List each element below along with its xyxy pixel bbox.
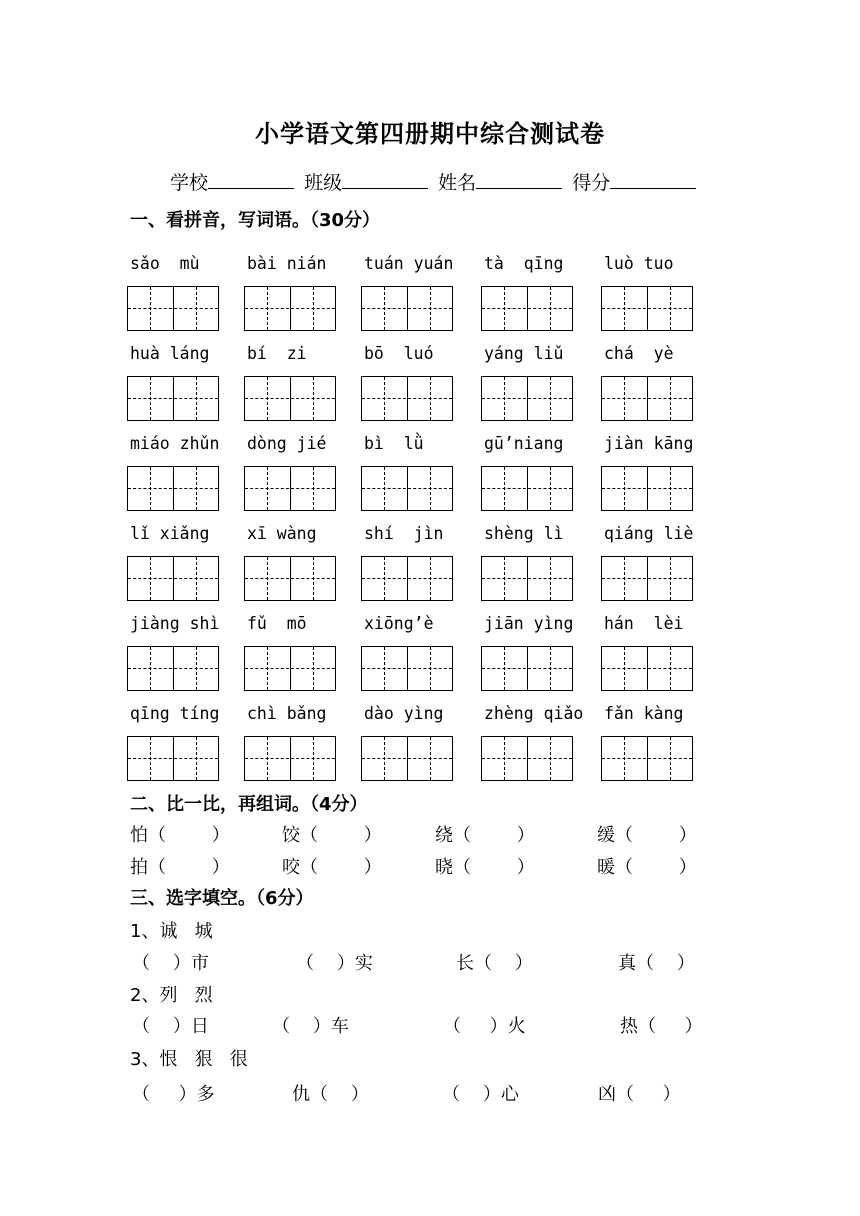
grid-guide-line <box>267 377 268 420</box>
pinyin-label: shí jìn <box>364 524 444 543</box>
choice-group-3-label: 3、恨 狠 很 <box>130 1049 248 1070</box>
writing-box[interactable] <box>244 646 336 691</box>
pinyin-label: shèng lì <box>484 524 564 543</box>
class-blank[interactable] <box>342 170 428 189</box>
grid-guide-line <box>602 668 692 669</box>
pinyin-label: yáng liǔ <box>484 344 564 363</box>
grid-guide-line <box>362 488 452 489</box>
writing-box[interactable] <box>244 376 336 421</box>
grid-guide-line <box>150 557 151 600</box>
pinyin-label: bí zi <box>247 344 307 363</box>
school-label: 学校 <box>170 172 209 194</box>
grid-guide-line <box>482 758 572 759</box>
grid-guide-line <box>482 398 572 399</box>
grid-guide-line <box>550 377 551 420</box>
writing-box[interactable] <box>361 556 453 601</box>
pinyin-label: huà láng <box>130 344 210 363</box>
grid-guide-line <box>482 488 572 489</box>
grid-guide-line <box>196 287 197 330</box>
pinyin-label: luò tuo <box>604 254 674 273</box>
writing-box[interactable] <box>127 376 219 421</box>
grid-guide-line <box>624 737 625 780</box>
choice-group-2-item-3[interactable]: （ ）火 <box>443 1016 526 1037</box>
grid-guide-line <box>245 308 335 309</box>
grid-guide-line <box>245 488 335 489</box>
writing-box[interactable] <box>361 736 453 781</box>
pinyin-label: zhèng qiǎo <box>484 704 584 723</box>
grid-guide-line <box>550 287 551 330</box>
writing-box[interactable] <box>481 736 573 781</box>
grid-guide-line <box>384 377 385 420</box>
choice-group-3-item-4[interactable]: 凶（ ） <box>598 1084 681 1105</box>
grid-guide-line <box>384 737 385 780</box>
grid-guide-line <box>128 488 218 489</box>
grid-guide-line <box>384 647 385 690</box>
pinyin-label: dòng jié <box>247 434 327 453</box>
grid-guide-line <box>150 737 151 780</box>
grid-guide-line <box>482 308 572 309</box>
writing-box[interactable] <box>601 466 693 511</box>
choice-group-3-item-3[interactable]: （ ）心 <box>442 1084 519 1105</box>
writing-box[interactable] <box>127 286 219 331</box>
pinyin-label: qīng tíng <box>130 704 220 723</box>
grid-guide-line <box>196 647 197 690</box>
writing-box[interactable] <box>244 286 336 331</box>
grid-guide-line <box>128 398 218 399</box>
choice-group-2-label: 2、列 烈 <box>130 985 213 1006</box>
writing-box[interactable] <box>601 736 693 781</box>
writing-box[interactable] <box>127 466 219 511</box>
grid-guide-line <box>150 467 151 510</box>
writing-box[interactable] <box>127 646 219 691</box>
writing-box[interactable] <box>601 376 693 421</box>
pinyin-label: dào yìng <box>364 704 444 723</box>
compare-row-1-item-1[interactable]: 怕（ ） <box>130 825 230 846</box>
grid-guide-line <box>430 557 431 600</box>
grid-guide-line <box>150 647 151 690</box>
grid-guide-line <box>430 467 431 510</box>
school-blank[interactable] <box>208 170 294 189</box>
grid-guide-line <box>482 668 572 669</box>
grid-guide-line <box>362 758 452 759</box>
grid-guide-line <box>313 287 314 330</box>
pinyin-label: qiáng liè <box>604 524 694 543</box>
pinyin-label: xiōng’è <box>364 614 434 633</box>
grid-guide-line <box>602 578 692 579</box>
grid-guide-line <box>504 737 505 780</box>
grid-guide-line <box>550 737 551 780</box>
pinyin-label: jiàn kāng <box>604 434 694 453</box>
writing-box[interactable] <box>127 556 219 601</box>
compare-row-1-item-2[interactable]: 饺（ ） <box>282 825 382 846</box>
writing-box[interactable] <box>361 286 453 331</box>
grid-guide-line <box>362 398 452 399</box>
grid-guide-line <box>504 647 505 690</box>
writing-box[interactable] <box>361 376 453 421</box>
score-label: 得分 <box>572 172 611 194</box>
pinyin-label: gū’niang <box>484 434 564 453</box>
grid-guide-line <box>362 578 452 579</box>
choice-group-3-item-2[interactable]: 仇（ ） <box>292 1084 369 1105</box>
grid-guide-line <box>430 647 431 690</box>
grid-guide-line <box>245 668 335 669</box>
score-blank[interactable] <box>610 170 696 189</box>
pinyin-label: hán lèi <box>604 614 684 633</box>
writing-box[interactable] <box>361 466 453 511</box>
grid-guide-line <box>128 668 218 669</box>
pinyin-label: fǔ mō <box>247 614 307 633</box>
compare-row-1-item-3[interactable]: 绕（ ） <box>435 825 535 846</box>
grid-guide-line <box>362 668 452 669</box>
pinyin-label: sǎo mù <box>130 254 200 273</box>
grid-guide-line <box>550 467 551 510</box>
writing-box[interactable] <box>244 466 336 511</box>
grid-guide-line <box>128 578 218 579</box>
grid-guide-line <box>624 377 625 420</box>
pinyin-label: tà qīng <box>484 254 564 273</box>
grid-guide-line <box>150 287 151 330</box>
compare-row-2-item-4[interactable]: 暖（ ） <box>597 857 697 878</box>
pinyin-label: bài nián <box>247 254 327 273</box>
choice-group-2-item-1[interactable]: （ ）日 <box>132 1016 209 1037</box>
choice-group-1-label: 1、诚 城 <box>130 921 213 942</box>
pinyin-label: jiān yìng <box>484 614 574 633</box>
choice-group-3-item-1[interactable]: （ ）多 <box>132 1084 215 1105</box>
grid-guide-line <box>504 467 505 510</box>
grid-guide-line <box>384 557 385 600</box>
grid-guide-line <box>267 557 268 600</box>
grid-guide-line <box>624 467 625 510</box>
class-label: 班级 <box>304 172 343 194</box>
grid-guide-line <box>384 467 385 510</box>
grid-guide-line <box>670 557 671 600</box>
compare-row-2-item-2[interactable]: 咬（ ） <box>282 857 382 878</box>
section2-heading: 二、比一比，再组词。（4分） <box>130 794 368 815</box>
grid-guide-line <box>196 557 197 600</box>
pinyin-label: miáo zhǔn <box>130 434 220 453</box>
writing-box[interactable] <box>481 646 573 691</box>
grid-guide-line <box>313 377 314 420</box>
grid-guide-line <box>313 737 314 780</box>
pinyin-label: xī wàng <box>247 524 317 543</box>
pinyin-label: fǎn kàng <box>604 704 684 723</box>
pinyin-label: lǐ xiǎng <box>130 524 210 543</box>
grid-guide-line <box>313 647 314 690</box>
pinyin-label: chá yè <box>604 344 674 363</box>
writing-box[interactable] <box>244 736 336 781</box>
grid-guide-line <box>128 308 218 309</box>
grid-guide-line <box>504 557 505 600</box>
grid-guide-line <box>267 287 268 330</box>
writing-box[interactable] <box>481 556 573 601</box>
writing-box[interactable] <box>481 286 573 331</box>
page-title: 小学语文第四册期中综合测试卷 <box>255 120 605 148</box>
grid-guide-line <box>624 287 625 330</box>
grid-guide-line <box>196 737 197 780</box>
grid-guide-line <box>504 287 505 330</box>
grid-guide-line <box>267 737 268 780</box>
grid-guide-line <box>602 398 692 399</box>
grid-guide-line <box>482 578 572 579</box>
pinyin-label: bō luó <box>364 344 434 363</box>
compare-row-2-item-1[interactable]: 拍（ ） <box>130 857 230 878</box>
grid-guide-line <box>670 737 671 780</box>
grid-guide-line <box>670 467 671 510</box>
choice-group-2-item-4[interactable]: 热（ ） <box>620 1016 703 1037</box>
grid-guide-line <box>150 377 151 420</box>
compare-row-2-item-3[interactable]: 晓（ ） <box>435 857 535 878</box>
grid-guide-line <box>430 287 431 330</box>
writing-box[interactable] <box>361 646 453 691</box>
writing-box[interactable] <box>481 376 573 421</box>
grid-guide-line <box>384 287 385 330</box>
grid-guide-line <box>313 557 314 600</box>
grid-guide-line <box>602 308 692 309</box>
grid-guide-line <box>430 377 431 420</box>
grid-guide-line <box>550 647 551 690</box>
grid-guide-line <box>245 398 335 399</box>
grid-guide-line <box>602 758 692 759</box>
section3-heading: 三、选字填空。（6分） <box>130 888 314 909</box>
grid-guide-line <box>196 467 197 510</box>
writing-box[interactable] <box>127 736 219 781</box>
writing-box[interactable] <box>244 556 336 601</box>
grid-guide-line <box>267 647 268 690</box>
grid-guide-line <box>313 467 314 510</box>
writing-box[interactable] <box>481 466 573 511</box>
choice-group-1-item-4[interactable]: 真（ ） <box>618 953 695 974</box>
grid-guide-line <box>624 647 625 690</box>
grid-guide-line <box>245 758 335 759</box>
pinyin-label: chì bǎng <box>247 704 327 723</box>
grid-guide-line <box>670 377 671 420</box>
choice-group-1-item-1[interactable]: （ ）市 <box>132 953 209 974</box>
writing-box[interactable] <box>601 646 693 691</box>
pinyin-label: tuán yuán <box>364 254 454 273</box>
compare-row-1-item-4[interactable]: 缓（ ） <box>597 825 697 846</box>
grid-guide-line <box>267 467 268 510</box>
choice-group-1-item-3[interactable]: 长（ ） <box>456 953 533 974</box>
choice-group-1-item-2[interactable]: （ ）实 <box>296 953 373 974</box>
grid-guide-line <box>362 308 452 309</box>
grid-guide-line <box>128 758 218 759</box>
grid-guide-line <box>670 647 671 690</box>
writing-box[interactable] <box>601 286 693 331</box>
pinyin-label: jiàng shì <box>130 614 220 633</box>
grid-guide-line <box>504 377 505 420</box>
writing-box[interactable] <box>601 556 693 601</box>
grid-guide-line <box>602 488 692 489</box>
section1-heading: 一、看拼音，写词语。（30分） <box>130 210 381 231</box>
name-blank[interactable] <box>476 170 562 189</box>
pinyin-label: bì lǜ <box>364 434 424 453</box>
grid-guide-line <box>430 737 431 780</box>
grid-guide-line <box>245 578 335 579</box>
grid-guide-line <box>550 557 551 600</box>
student-info-line <box>170 168 700 195</box>
grid-guide-line <box>624 557 625 600</box>
name-label: 姓名 <box>438 172 477 194</box>
grid-guide-line <box>196 377 197 420</box>
choice-group-2-item-2[interactable]: （ ）车 <box>272 1016 349 1037</box>
grid-guide-line <box>670 287 671 330</box>
